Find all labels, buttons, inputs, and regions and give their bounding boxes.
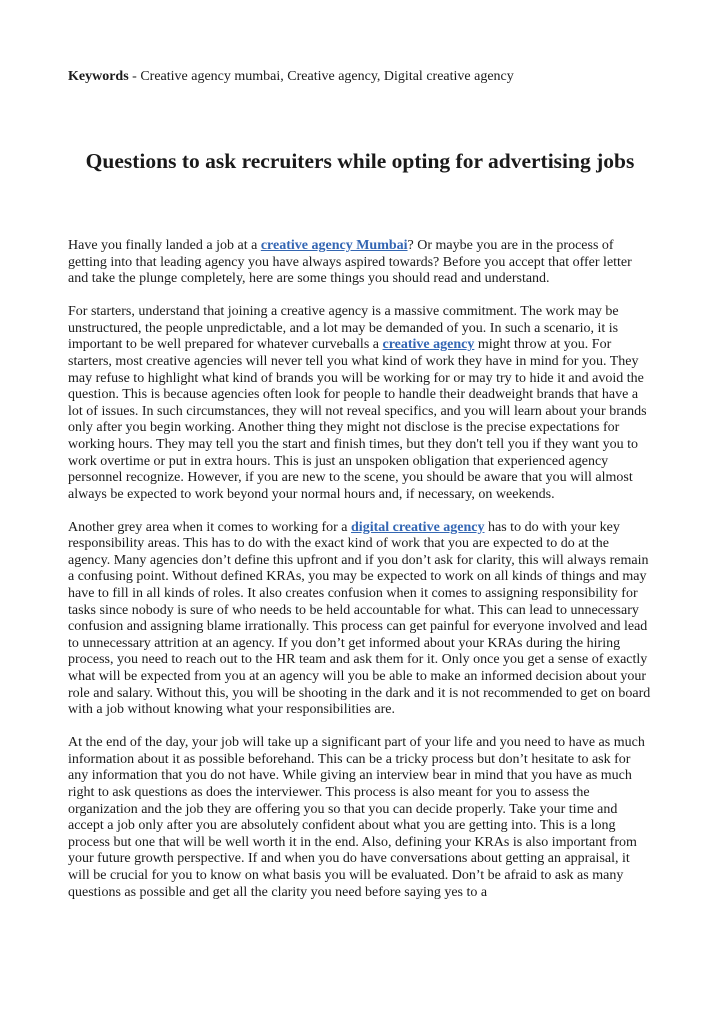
paragraph-4 (68, 735, 652, 901)
creative-agency-mumbai-link[interactable]: creative agency Mumbai (260, 238, 408, 253)
keywords-line (68, 68, 514, 85)
page-title: Questions to ask recruiters while opting for advertising jobs (85, 149, 635, 173)
keywords-label: Keywords (68, 69, 129, 84)
paragraph-text: Have you finally landed a job at a (68, 238, 261, 253)
paragraph-text: ? Or maybe you are in the process of getting into that leading agency you have always aspired towards? Before you accept that offer letter and take the plunge completely, here are some things you should read and understand. (68, 238, 632, 287)
keywords-text: - Creative agency mumbai, Creative agency, Digital creative agency (128, 69, 514, 84)
digital-creative-agency-link[interactable]: digital creative agency (351, 519, 485, 535)
article-body (68, 238, 652, 918)
paragraph-text: might throw at you. For starters, most creative agencies will never tell you what kind of work they have in mind for you. They may refuse to highlight what kind of brands you will be working for or may try to hide it and avoid the question. This is because agencies often look for people to handle their deadweight brands that have a lot of issues. In such circumstances, they will not reveal specifics, and you will learn about your brands only after you begin working. Another thing they might not disclose is the precise expectations for working hours. They may tell you the start and finish times, but they don't tell you if they want you to work overtime or put in extra hours. This is just an unspoken obligation that experienced agency personnel recognize. However, if you are new to the scene, you should be aware that you will almost always be expected to work beyond your normal hours and, if necessary, on weekends. (68, 337, 647, 502)
paragraph-text: For starters, understand that joining a creative agency is a massive commitment. The work may be unstructured, the people unpredictable, and a lot may be demanded of you. In such a scenario, it is important to be well prepared for whatever curveballs a (68, 304, 619, 353)
creative-agency-link[interactable]: creative agency (382, 337, 475, 353)
paragraph-1 (68, 238, 652, 288)
paragraph-text: has to do with your key responsibility areas. This has to do with the exact kind of work that you are expected to do at the agency. Many agencies don’t define this upfront and if you don’t ask for clarity, this will always remain a confusing point. Without defined KRAs, you may be expected to work on all kinds of things and may have to fill in all kinds of roles. It also creates confusion when it comes to assigning responsibility for tasks since nobody is sure of who needs to be held accountable for what. This can lead to unnecessary confusion and assigning blame irrationally. This process can get painful for everyone involved and lead to unnecessary attrition at an agency. If you don’t get informed about your KRAs during the hiring process, you need to reach out to the HR team and ask them for it. Only once you get a sense of exactly what will be expected from you at an agency will you be able to make an informed decision about your role and salary. Without this, you will be shooting in the dark and it is not recommended to get on board with a job without knowing what your responsibilities are. (68, 519, 651, 718)
paragraph-text: At the end of the day, your job will take up a significant part of your life and you need to have as much information about it as possible beforehand. This can be a tricky process but don’t hesitate to ask for any information that you do not have. While giving an interview bear in mind that you have as much right to ask questions as does the interviewer. This process is also meant for you to assess the organization and the job they are offering you so that you can decide properly. Take your time and accept a job only after you are absolutely confident about what you are getting into. This is a long process but one that will be well worth it in the end. Also, defining your KRAs is also important from your future growth perspective. If and when you do have conversations about getting an appraisal, it will be crucial for you to know on what basis you will be evaluated. Don’t be afraid to ask as many questions as possible and get all the clarity you need before saying yes to a (68, 735, 645, 900)
paragraph-3 (68, 520, 652, 719)
paragraph-2 (68, 304, 652, 503)
paragraph-text: Another grey area when it comes to working for a (68, 519, 352, 535)
